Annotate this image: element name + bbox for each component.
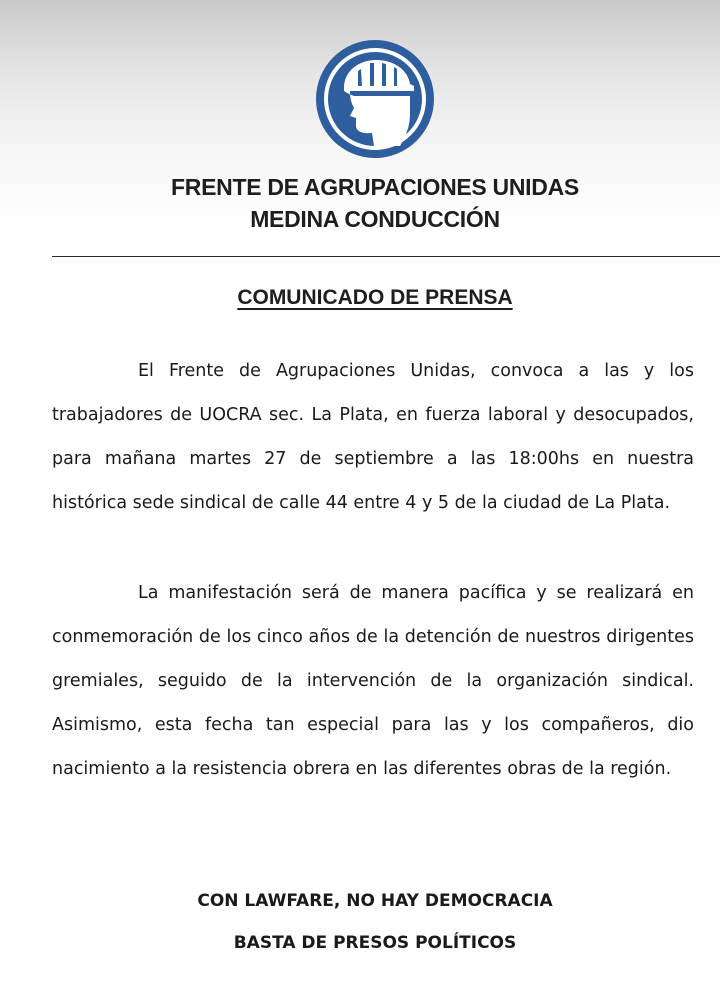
construction-worker-helmet-icon: [314, 38, 436, 160]
paragraph-2: La manifestación será de manera pacífica y se realizará en conmemoración de los cinco años de la detención de nuestros dirigentes gremiales, seguido de la intervención de la organización sindical. Asimismo, esta fecha tan especial para las y los compañeros, dio nacimiento a la resistencia obrera en las diferentes obras de la región.: [52, 583, 694, 779]
document-title: COMUNICADO DE PRENSA: [237, 286, 513, 309]
slogan-2: BASTA DE PRESOS POLÍTICOS: [233, 933, 517, 953]
paragraph-1: El Frente de Agrupaciones Unidas, convoca a las y los trabajadores de UOCRA sec. La Plata, en fuerza laboral y desocupados, para mañana martes 27 de septiembre a las 18:00hs en nuestra histórica sede sindical de calle 44 entre 4 y 5 de la ciudad de La Plata.: [52, 361, 694, 513]
header-divider: [52, 256, 720, 257]
org-name-line2: MEDINA CONDUCCIÓN: [250, 206, 500, 232]
slogan-1: CON LAWFARE, NO HAY DEMOCRACIA: [197, 891, 553, 911]
org-name-line1: FRENTE DE AGRUPACIONES UNIDAS: [171, 174, 579, 200]
